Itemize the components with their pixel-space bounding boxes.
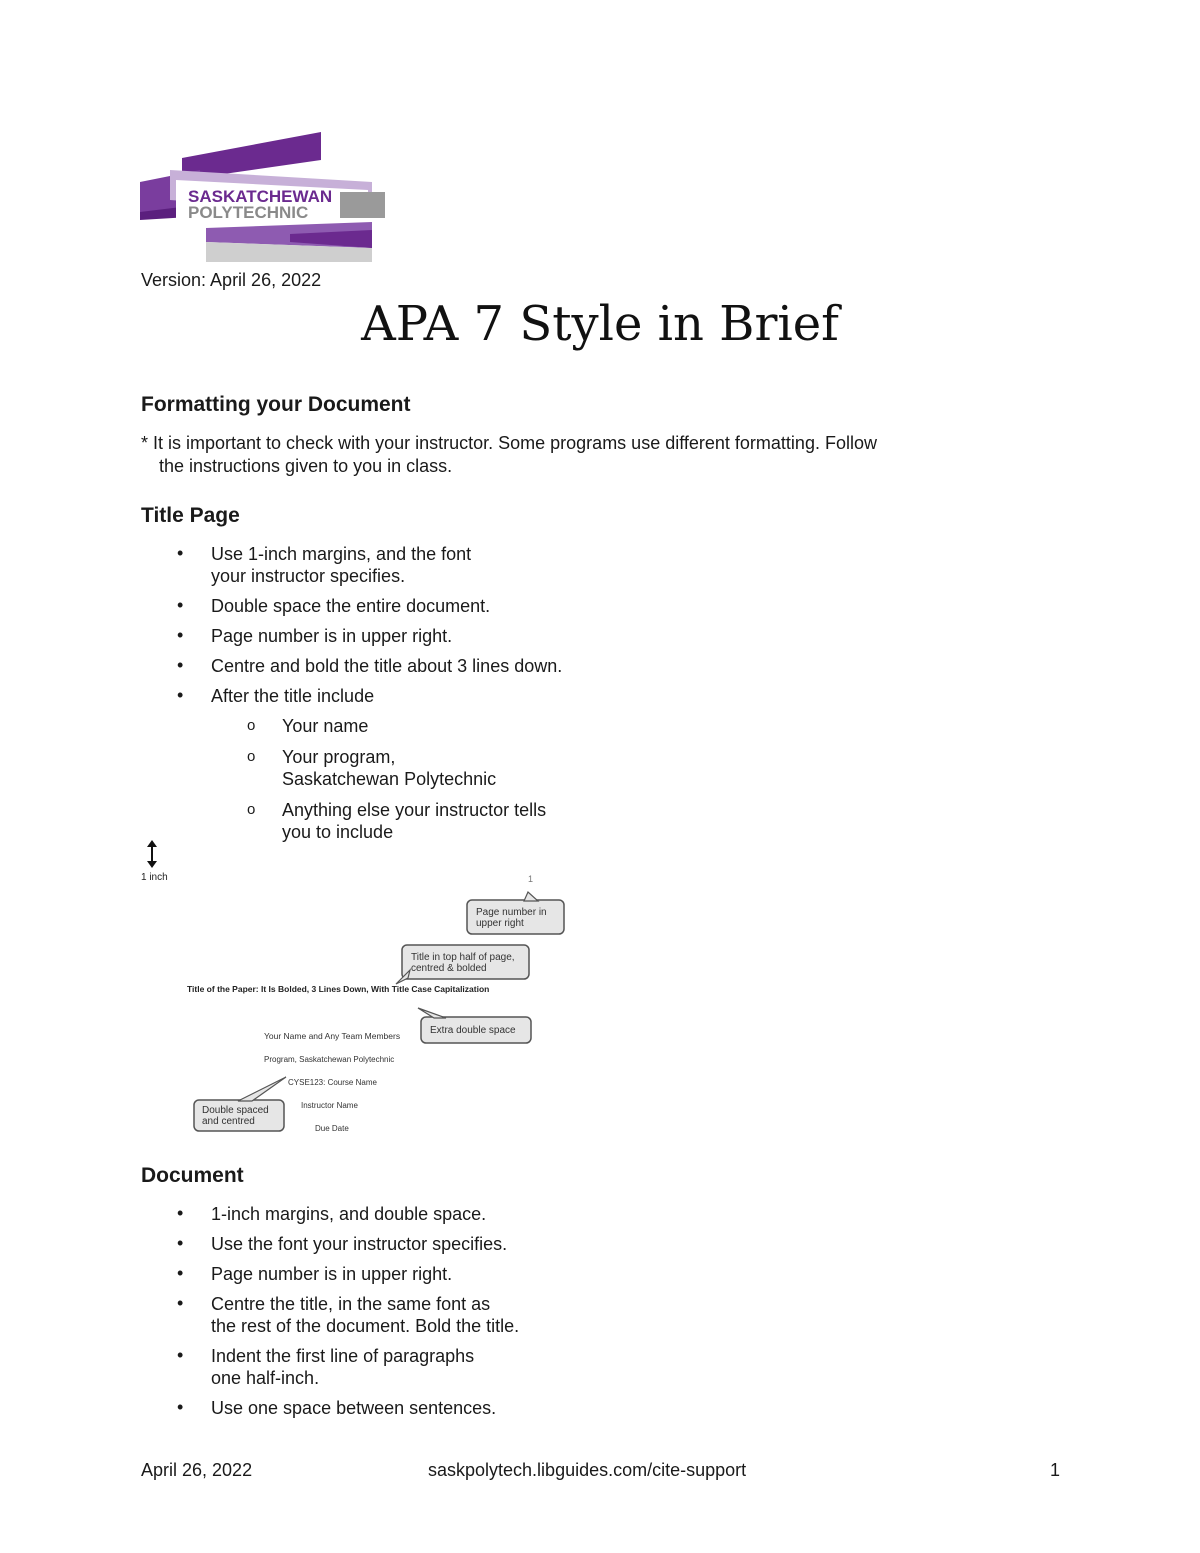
- saskatchewan-polytechnic-logo: [140, 130, 390, 262]
- list-item: [141, 1293, 519, 1337]
- circle-bullet-icon: o: [247, 717, 256, 734]
- list-item: [141, 685, 562, 843]
- sample-due-date: Due Date: [315, 1124, 349, 1133]
- bullet-icon: •: [177, 1203, 184, 1223]
- sub-list-item-text: Your name: [282, 716, 369, 736]
- list-item-text: Page number is in upper right.: [211, 626, 453, 646]
- list-item-text: Double space the entire document.: [211, 596, 491, 616]
- bullet-icon: •: [177, 655, 184, 675]
- sample-program: Program, Saskatchewan Polytechnic: [264, 1055, 395, 1064]
- footer-date: April 26, 2022: [141, 1460, 253, 1480]
- callout-page-number: [467, 892, 564, 934]
- footer-page-number: 1: [1050, 1460, 1061, 1480]
- logo-line1: SASKATCHEWAN: [188, 187, 333, 206]
- logo-line2: POLYTECHNIC: [188, 203, 309, 222]
- note-line-1: * It is important to check with your instructor. Some programs use different formatting. Follow: [141, 433, 877, 453]
- inch-label: 1 inch: [141, 872, 168, 883]
- svg-text:Title in top half of page,: Title in top half of page,: [411, 952, 515, 963]
- list-item-text: your instructor specifies.: [211, 566, 406, 586]
- svg-text:upper right: upper right: [476, 918, 524, 929]
- after-title-sublist: [211, 715, 562, 843]
- document-list: [141, 1203, 519, 1427]
- list-item-text: Use one space between sentences.: [211, 1398, 497, 1418]
- callout-title: [396, 945, 529, 984]
- sample-course: CYSE123: Course Name: [288, 1078, 377, 1087]
- sub-list-item: [211, 799, 562, 843]
- bullet-icon: •: [177, 1293, 184, 1313]
- svg-text:Double spaced: Double spaced: [202, 1105, 269, 1116]
- list-item: [141, 625, 562, 647]
- list-item: [141, 1345, 519, 1389]
- callout-extra-double-space: [418, 1008, 531, 1043]
- bullet-icon: •: [177, 685, 184, 705]
- bullet-icon: •: [177, 543, 184, 563]
- list-item: [141, 1203, 519, 1225]
- sub-list-item: [211, 746, 562, 790]
- list-item: [141, 655, 562, 677]
- callout-double-spaced: [194, 1077, 286, 1131]
- bullet-icon: •: [177, 1263, 184, 1283]
- list-item-text: Page number is in upper right.: [211, 1264, 453, 1284]
- sub-list-item-text: Anything else your instructor tells: [282, 800, 547, 820]
- list-item-text: the rest of the document. Bold the title.: [211, 1316, 520, 1336]
- document-heading: Document: [141, 1164, 244, 1187]
- bullet-icon: •: [177, 595, 184, 615]
- list-item-text: Centre the title, in the same font as: [211, 1294, 491, 1314]
- sub-list-item-text: Your program,: [282, 747, 396, 767]
- note-line-2: the instructions given to you in class.: [159, 456, 453, 476]
- list-item-text: one half-inch.: [211, 1368, 320, 1388]
- list-item: [141, 543, 562, 587]
- page-title: APA 7 Style in Brief: [361, 296, 839, 352]
- list-item-text: Use 1-inch margins, and the font: [211, 544, 472, 564]
- sample-paper-title: Title of the Paper: It Is Bolded, 3 Lines Down, With Title Case Capitalization: [187, 984, 490, 994]
- sample-author: Your Name and Any Team Members: [264, 1031, 401, 1041]
- bullet-icon: •: [177, 625, 184, 645]
- footer-url[interactable]: saskpolytech.libguides.com/cite-support: [428, 1460, 747, 1480]
- bullet-icon: •: [177, 1345, 184, 1365]
- title-page-heading: Title Page: [141, 504, 240, 527]
- list-item: [141, 1263, 519, 1285]
- sub-list-item: [211, 715, 562, 737]
- list-item: [141, 595, 562, 617]
- title-page-list: [141, 543, 562, 852]
- bullet-icon: •: [177, 1397, 184, 1417]
- sample-instructor: Instructor Name: [301, 1101, 358, 1110]
- formatting-note: [141, 432, 961, 478]
- circle-bullet-icon: o: [247, 801, 256, 818]
- bullet-icon: •: [177, 1233, 184, 1253]
- sub-list-item-text: Saskatchewan Polytechnic: [282, 769, 497, 789]
- svg-text:and centred: and centred: [202, 1116, 255, 1127]
- list-item: [141, 1233, 519, 1255]
- svg-text:Extra double space: Extra double space: [430, 1025, 516, 1036]
- sub-list-item-text: you to include: [282, 822, 394, 842]
- list-item-text: Centre and bold the title about 3 lines down.: [211, 656, 563, 676]
- sample-page-number: 1: [528, 874, 534, 884]
- svg-text:Page number in: Page number in: [476, 907, 547, 918]
- list-item-text: 1-inch margins, and double space.: [211, 1204, 487, 1224]
- version-text: Version: April 26, 2022: [141, 270, 322, 290]
- formatting-heading: Formatting your Document: [141, 393, 411, 416]
- svg-text:centred & bolded: centred & bolded: [411, 963, 487, 974]
- title-page-example-figure: [140, 866, 580, 1141]
- list-item-text: After the title include: [211, 686, 375, 706]
- circle-bullet-icon: o: [247, 748, 256, 765]
- list-item-text: Indent the first line of paragraphs: [211, 1346, 475, 1366]
- list-item-text: Use the font your instructor specifies.: [211, 1234, 508, 1254]
- list-item: [141, 1397, 519, 1419]
